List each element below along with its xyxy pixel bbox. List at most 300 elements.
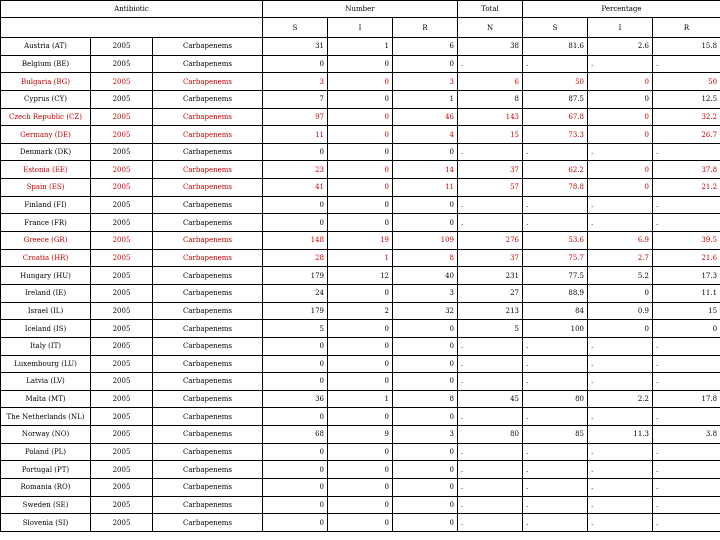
number-s-cell: 0 bbox=[263, 337, 328, 355]
number-i-cell: 0 bbox=[328, 161, 393, 179]
total-n-cell: . bbox=[458, 214, 523, 232]
antibiotic-cell: Carbapenems bbox=[153, 38, 263, 56]
percent-s-cell: 85 bbox=[523, 426, 588, 444]
total-n-cell: 45 bbox=[458, 390, 523, 408]
total-n-cell: 276 bbox=[458, 232, 523, 250]
year-cell: 2005 bbox=[91, 214, 153, 232]
table-row bbox=[1, 38, 720, 56]
year-cell: 2005 bbox=[91, 443, 153, 461]
total-n-cell: 15 bbox=[458, 126, 523, 144]
antibiotic-cell: Carbapenems bbox=[153, 214, 263, 232]
year-cell: 2005 bbox=[91, 514, 153, 532]
number-i-cell: 0 bbox=[328, 55, 393, 73]
percent-s-cell: . bbox=[523, 461, 588, 479]
number-i-cell: 0 bbox=[328, 461, 393, 479]
table-row bbox=[1, 196, 720, 214]
percent-i-cell: . bbox=[588, 337, 653, 355]
percent-s-cell: 53.6 bbox=[523, 232, 588, 250]
percent-r-cell: 21.6 bbox=[653, 249, 720, 267]
total-n-cell: 6 bbox=[458, 73, 523, 91]
country-cell: Malta (MT) bbox=[1, 390, 91, 408]
percent-i-cell: 0 bbox=[588, 179, 653, 197]
number-s-cell: 11 bbox=[263, 126, 328, 144]
percent-i-cell: . bbox=[588, 443, 653, 461]
country-cell: Croatia (HR) bbox=[1, 249, 91, 267]
number-r-cell: 0 bbox=[393, 355, 458, 373]
year-cell: 2005 bbox=[91, 284, 153, 302]
percent-i-cell: . bbox=[588, 496, 653, 514]
antibiotic-cell: Carbapenems bbox=[153, 179, 263, 197]
antibiotic-cell: Carbapenems bbox=[153, 267, 263, 285]
antibiotic-cell: Carbapenems bbox=[153, 73, 263, 91]
percent-s-cell: . bbox=[523, 479, 588, 497]
table-row bbox=[1, 337, 720, 355]
number-s-cell: 5 bbox=[263, 320, 328, 338]
number-r-cell: 109 bbox=[393, 232, 458, 250]
antibiotic-cell: Carbapenems bbox=[153, 426, 263, 444]
table-row bbox=[1, 161, 720, 179]
table-row bbox=[1, 55, 720, 73]
percent-r-cell: 3.8 bbox=[653, 426, 720, 444]
number-r-cell: 8 bbox=[393, 249, 458, 267]
header-number-s: S bbox=[263, 18, 328, 38]
percent-r-cell: 37.8 bbox=[653, 161, 720, 179]
number-i-cell: 0 bbox=[328, 108, 393, 126]
number-i-cell: 12 bbox=[328, 267, 393, 285]
number-i-cell: 0 bbox=[328, 284, 393, 302]
header-percent-i: I bbox=[588, 18, 653, 38]
percent-i-cell: . bbox=[588, 514, 653, 532]
total-n-cell: 37 bbox=[458, 161, 523, 179]
percent-s-cell: 81.6 bbox=[523, 38, 588, 56]
percent-s-cell: 50 bbox=[523, 73, 588, 91]
antibiotic-cell: Carbapenems bbox=[153, 408, 263, 426]
header-antibiotic: Antibiotic bbox=[1, 1, 263, 18]
antibiotic-cell: Carbapenems bbox=[153, 390, 263, 408]
antibiotic-cell: Carbapenems bbox=[153, 55, 263, 73]
country-cell: Norway (NO) bbox=[1, 426, 91, 444]
number-s-cell: 28 bbox=[263, 249, 328, 267]
header-number-i: I bbox=[328, 18, 393, 38]
number-s-cell: 0 bbox=[263, 443, 328, 461]
percent-i-cell: . bbox=[588, 408, 653, 426]
percent-s-cell: 75.7 bbox=[523, 249, 588, 267]
country-cell: Portugal (PT) bbox=[1, 461, 91, 479]
number-r-cell: 32 bbox=[393, 302, 458, 320]
number-i-cell: 2 bbox=[328, 302, 393, 320]
number-i-cell: 0 bbox=[328, 320, 393, 338]
number-s-cell: 31 bbox=[263, 38, 328, 56]
country-cell: Estonia (EE) bbox=[1, 161, 91, 179]
total-n-cell: . bbox=[458, 443, 523, 461]
number-r-cell: 11 bbox=[393, 179, 458, 197]
total-n-cell: . bbox=[458, 355, 523, 373]
percent-i-cell: . bbox=[588, 196, 653, 214]
year-cell: 2005 bbox=[91, 267, 153, 285]
percent-s-cell: 87.5 bbox=[523, 90, 588, 108]
percent-r-cell: . bbox=[653, 479, 720, 497]
percent-i-cell: 0 bbox=[588, 73, 653, 91]
percent-i-cell: 2.2 bbox=[588, 390, 653, 408]
year-cell: 2005 bbox=[91, 408, 153, 426]
table-row bbox=[1, 373, 720, 391]
percent-r-cell: . bbox=[653, 461, 720, 479]
number-r-cell: 0 bbox=[393, 496, 458, 514]
percent-s-cell: 67.8 bbox=[523, 108, 588, 126]
number-i-cell: 0 bbox=[328, 373, 393, 391]
table-row bbox=[1, 355, 720, 373]
percent-s-cell: 88.9 bbox=[523, 284, 588, 302]
antibiotic-cell: Carbapenems bbox=[153, 284, 263, 302]
total-n-cell: 57 bbox=[458, 179, 523, 197]
antibiotic-cell: Carbapenems bbox=[153, 90, 263, 108]
table-row bbox=[1, 126, 720, 144]
antibiotic-cell: Carbapenems bbox=[153, 337, 263, 355]
percent-r-cell: . bbox=[653, 55, 720, 73]
table-row bbox=[1, 232, 720, 250]
number-i-cell: 0 bbox=[328, 196, 393, 214]
year-cell: 2005 bbox=[91, 320, 153, 338]
percent-i-cell: 2.6 bbox=[588, 38, 653, 56]
year-cell: 2005 bbox=[91, 161, 153, 179]
year-cell: 2005 bbox=[91, 426, 153, 444]
total-n-cell: 38 bbox=[458, 38, 523, 56]
percent-i-cell: 2.7 bbox=[588, 249, 653, 267]
country-cell: Greece (GR) bbox=[1, 232, 91, 250]
year-cell: 2005 bbox=[91, 179, 153, 197]
antibiotic-cell: Carbapenems bbox=[153, 302, 263, 320]
country-cell: Cyprus (CY) bbox=[1, 90, 91, 108]
country-cell: Luxembourg (LU) bbox=[1, 355, 91, 373]
country-cell: Ireland (IE) bbox=[1, 284, 91, 302]
year-cell: 2005 bbox=[91, 355, 153, 373]
percent-r-cell: 26.7 bbox=[653, 126, 720, 144]
country-cell: France (FR) bbox=[1, 214, 91, 232]
antibiotic-cell: Carbapenems bbox=[153, 161, 263, 179]
percent-i-cell: . bbox=[588, 461, 653, 479]
percent-s-cell: . bbox=[523, 337, 588, 355]
number-r-cell: 0 bbox=[393, 55, 458, 73]
header-row-top bbox=[1, 1, 720, 18]
year-cell: 2005 bbox=[91, 143, 153, 161]
percent-s-cell: . bbox=[523, 355, 588, 373]
year-cell: 2005 bbox=[91, 461, 153, 479]
antibiotic-cell: Carbapenems bbox=[153, 461, 263, 479]
number-r-cell: 0 bbox=[393, 514, 458, 532]
year-cell: 2005 bbox=[91, 337, 153, 355]
number-r-cell: 0 bbox=[393, 443, 458, 461]
percent-s-cell: 80 bbox=[523, 390, 588, 408]
percent-i-cell: . bbox=[588, 143, 653, 161]
header-row-sub bbox=[1, 18, 720, 38]
header-total: Total bbox=[458, 1, 523, 18]
country-cell: Italy (IT) bbox=[1, 337, 91, 355]
number-r-cell: 6 bbox=[393, 38, 458, 56]
table-row bbox=[1, 214, 720, 232]
antibiotic-cell: Carbapenems bbox=[153, 514, 263, 532]
percent-i-cell: 0 bbox=[588, 161, 653, 179]
percent-i-cell: . bbox=[588, 373, 653, 391]
number-r-cell: 46 bbox=[393, 108, 458, 126]
number-r-cell: 4 bbox=[393, 126, 458, 144]
number-r-cell: 3 bbox=[393, 426, 458, 444]
percent-r-cell: 21.2 bbox=[653, 179, 720, 197]
percent-s-cell: . bbox=[523, 196, 588, 214]
country-cell: Israel (IL) bbox=[1, 302, 91, 320]
percent-r-cell: 17.3 bbox=[653, 267, 720, 285]
percent-r-cell: . bbox=[653, 408, 720, 426]
total-n-cell: . bbox=[458, 408, 523, 426]
number-i-cell: 19 bbox=[328, 232, 393, 250]
total-n-cell: . bbox=[458, 373, 523, 391]
percent-r-cell: 15 bbox=[653, 302, 720, 320]
table-row bbox=[1, 390, 720, 408]
percent-i-cell: 0 bbox=[588, 126, 653, 144]
antibiotic-cell: Carbapenems bbox=[153, 143, 263, 161]
total-n-cell: 37 bbox=[458, 249, 523, 267]
percent-r-cell: 11.1 bbox=[653, 284, 720, 302]
header-percent-r: R bbox=[653, 18, 720, 38]
number-s-cell: 23 bbox=[263, 161, 328, 179]
percent-i-cell: 0 bbox=[588, 284, 653, 302]
table-row bbox=[1, 143, 720, 161]
antibiotic-cell: Carbapenems bbox=[153, 320, 263, 338]
year-cell: 2005 bbox=[91, 479, 153, 497]
percent-r-cell: 32.2 bbox=[653, 108, 720, 126]
total-n-cell: 213 bbox=[458, 302, 523, 320]
antibiotic-cell: Carbapenems bbox=[153, 496, 263, 514]
percent-r-cell: . bbox=[653, 496, 720, 514]
country-cell: Finland (FI) bbox=[1, 196, 91, 214]
table-row bbox=[1, 479, 720, 497]
number-i-cell: 0 bbox=[328, 214, 393, 232]
percent-r-cell: 15.8 bbox=[653, 38, 720, 56]
number-r-cell: 0 bbox=[393, 196, 458, 214]
country-cell: Czech Republic (CZ) bbox=[1, 108, 91, 126]
year-cell: 2005 bbox=[91, 373, 153, 391]
country-cell: Romania (RO) bbox=[1, 479, 91, 497]
year-cell: 2005 bbox=[91, 390, 153, 408]
number-s-cell: 0 bbox=[263, 479, 328, 497]
percent-r-cell: . bbox=[653, 514, 720, 532]
number-r-cell: 3 bbox=[393, 73, 458, 91]
total-n-cell: . bbox=[458, 514, 523, 532]
number-i-cell: 0 bbox=[328, 90, 393, 108]
header-percent-s: S bbox=[523, 18, 588, 38]
country-cell: Iceland (IS) bbox=[1, 320, 91, 338]
percent-r-cell: . bbox=[653, 355, 720, 373]
number-s-cell: 0 bbox=[263, 496, 328, 514]
number-s-cell: 7 bbox=[263, 90, 328, 108]
percent-s-cell: . bbox=[523, 408, 588, 426]
number-s-cell: 0 bbox=[263, 408, 328, 426]
country-cell: Bulgaria (BG) bbox=[1, 73, 91, 91]
country-cell: Latvia (LV) bbox=[1, 373, 91, 391]
percent-i-cell: . bbox=[588, 355, 653, 373]
percent-i-cell: 0.9 bbox=[588, 302, 653, 320]
table-body bbox=[1, 38, 720, 532]
table-row bbox=[1, 443, 720, 461]
antibiotic-cell: Carbapenems bbox=[153, 196, 263, 214]
number-s-cell: 0 bbox=[263, 461, 328, 479]
percent-i-cell: 5.2 bbox=[588, 267, 653, 285]
number-r-cell: 1 bbox=[393, 90, 458, 108]
antibiotic-cell: Carbapenems bbox=[153, 249, 263, 267]
percent-r-cell: 12.5 bbox=[653, 90, 720, 108]
number-s-cell: 97 bbox=[263, 108, 328, 126]
total-n-cell: 5 bbox=[458, 320, 523, 338]
total-n-cell: 143 bbox=[458, 108, 523, 126]
percent-r-cell: 39.5 bbox=[653, 232, 720, 250]
percent-s-cell: . bbox=[523, 496, 588, 514]
percent-s-cell: 84 bbox=[523, 302, 588, 320]
total-n-cell: . bbox=[458, 337, 523, 355]
country-cell: Denmark (DK) bbox=[1, 143, 91, 161]
total-n-cell: . bbox=[458, 496, 523, 514]
total-n-cell: . bbox=[458, 143, 523, 161]
total-n-cell: 231 bbox=[458, 267, 523, 285]
number-r-cell: 0 bbox=[393, 408, 458, 426]
number-i-cell: 0 bbox=[328, 443, 393, 461]
number-r-cell: 0 bbox=[393, 461, 458, 479]
number-i-cell: 1 bbox=[328, 249, 393, 267]
table-row bbox=[1, 461, 720, 479]
total-n-cell: 80 bbox=[458, 426, 523, 444]
country-cell: Austria (AT) bbox=[1, 38, 91, 56]
table-row bbox=[1, 267, 720, 285]
year-cell: 2005 bbox=[91, 249, 153, 267]
number-i-cell: 0 bbox=[328, 143, 393, 161]
table-row bbox=[1, 514, 720, 532]
number-i-cell: 0 bbox=[328, 479, 393, 497]
antibiotic-cell: Carbapenems bbox=[153, 373, 263, 391]
percent-s-cell: 62.2 bbox=[523, 161, 588, 179]
number-r-cell: 0 bbox=[393, 337, 458, 355]
number-s-cell: 0 bbox=[263, 355, 328, 373]
year-cell: 2005 bbox=[91, 232, 153, 250]
antibiotic-cell: Carbapenems bbox=[153, 126, 263, 144]
percent-i-cell: . bbox=[588, 479, 653, 497]
antibiotic-cell: Carbapenems bbox=[153, 108, 263, 126]
header-percentage: Percentage bbox=[523, 1, 720, 18]
percent-i-cell: 0 bbox=[588, 108, 653, 126]
percent-s-cell: . bbox=[523, 514, 588, 532]
number-s-cell: 0 bbox=[263, 196, 328, 214]
number-s-cell: 0 bbox=[263, 143, 328, 161]
percent-r-cell: . bbox=[653, 337, 720, 355]
number-s-cell: 36 bbox=[263, 390, 328, 408]
year-cell: 2005 bbox=[91, 496, 153, 514]
antibiotic-cell: Carbapenems bbox=[153, 443, 263, 461]
year-cell: 2005 bbox=[91, 108, 153, 126]
percent-r-cell: 50 bbox=[653, 73, 720, 91]
country-cell: Slovenia (SI) bbox=[1, 514, 91, 532]
number-i-cell: 0 bbox=[328, 514, 393, 532]
number-r-cell: 0 bbox=[393, 320, 458, 338]
country-cell: Spain (ES) bbox=[1, 179, 91, 197]
percent-r-cell: . bbox=[653, 443, 720, 461]
number-r-cell: 8 bbox=[393, 390, 458, 408]
percent-s-cell: . bbox=[523, 55, 588, 73]
year-cell: 2005 bbox=[91, 126, 153, 144]
year-cell: 2005 bbox=[91, 73, 153, 91]
total-n-cell: 8 bbox=[458, 90, 523, 108]
total-n-cell: . bbox=[458, 196, 523, 214]
total-n-cell: . bbox=[458, 479, 523, 497]
percent-s-cell: 73.3 bbox=[523, 126, 588, 144]
table-row bbox=[1, 408, 720, 426]
table-row bbox=[1, 426, 720, 444]
number-i-cell: 0 bbox=[328, 355, 393, 373]
percent-i-cell: . bbox=[588, 214, 653, 232]
percent-r-cell: . bbox=[653, 373, 720, 391]
header-blank bbox=[1, 18, 263, 38]
number-i-cell: 1 bbox=[328, 390, 393, 408]
number-i-cell: 9 bbox=[328, 426, 393, 444]
number-r-cell: 14 bbox=[393, 161, 458, 179]
number-s-cell: 3 bbox=[263, 73, 328, 91]
percent-i-cell: . bbox=[588, 55, 653, 73]
number-r-cell: 0 bbox=[393, 143, 458, 161]
antibiotic-cell: Carbapenems bbox=[153, 232, 263, 250]
percent-r-cell: . bbox=[653, 196, 720, 214]
table-row bbox=[1, 73, 720, 91]
number-i-cell: 0 bbox=[328, 73, 393, 91]
country-cell: Hungary (HU) bbox=[1, 267, 91, 285]
number-i-cell: 0 bbox=[328, 126, 393, 144]
year-cell: 2005 bbox=[91, 38, 153, 56]
table-row bbox=[1, 179, 720, 197]
table-row bbox=[1, 249, 720, 267]
percent-s-cell: . bbox=[523, 373, 588, 391]
total-n-cell: . bbox=[458, 461, 523, 479]
table-row bbox=[1, 320, 720, 338]
percent-s-cell: 77.5 bbox=[523, 267, 588, 285]
year-cell: 2005 bbox=[91, 196, 153, 214]
number-s-cell: 179 bbox=[263, 267, 328, 285]
year-cell: 2005 bbox=[91, 55, 153, 73]
table-row bbox=[1, 90, 720, 108]
header-number: Number bbox=[263, 1, 458, 18]
number-i-cell: 0 bbox=[328, 337, 393, 355]
number-r-cell: 0 bbox=[393, 479, 458, 497]
number-s-cell: 0 bbox=[263, 214, 328, 232]
total-n-cell: . bbox=[458, 55, 523, 73]
table-row bbox=[1, 108, 720, 126]
percent-i-cell: 0 bbox=[588, 320, 653, 338]
number-s-cell: 41 bbox=[263, 179, 328, 197]
percent-i-cell: 11.3 bbox=[588, 426, 653, 444]
number-s-cell: 68 bbox=[263, 426, 328, 444]
country-cell: The Netherlands (NL) bbox=[1, 408, 91, 426]
number-s-cell: 0 bbox=[263, 55, 328, 73]
year-cell: 2005 bbox=[91, 302, 153, 320]
percent-i-cell: 0 bbox=[588, 90, 653, 108]
number-r-cell: 3 bbox=[393, 284, 458, 302]
number-i-cell: 1 bbox=[328, 38, 393, 56]
country-cell: Belgium (BE) bbox=[1, 55, 91, 73]
number-r-cell: 0 bbox=[393, 373, 458, 391]
year-cell: 2005 bbox=[91, 90, 153, 108]
number-r-cell: 40 bbox=[393, 267, 458, 285]
country-cell: Germany (DE) bbox=[1, 126, 91, 144]
number-r-cell: 0 bbox=[393, 214, 458, 232]
antibiotic-cell: Carbapenems bbox=[153, 479, 263, 497]
header-number-r: R bbox=[393, 18, 458, 38]
number-s-cell: 0 bbox=[263, 514, 328, 532]
table-row bbox=[1, 284, 720, 302]
percent-r-cell: . bbox=[653, 143, 720, 161]
